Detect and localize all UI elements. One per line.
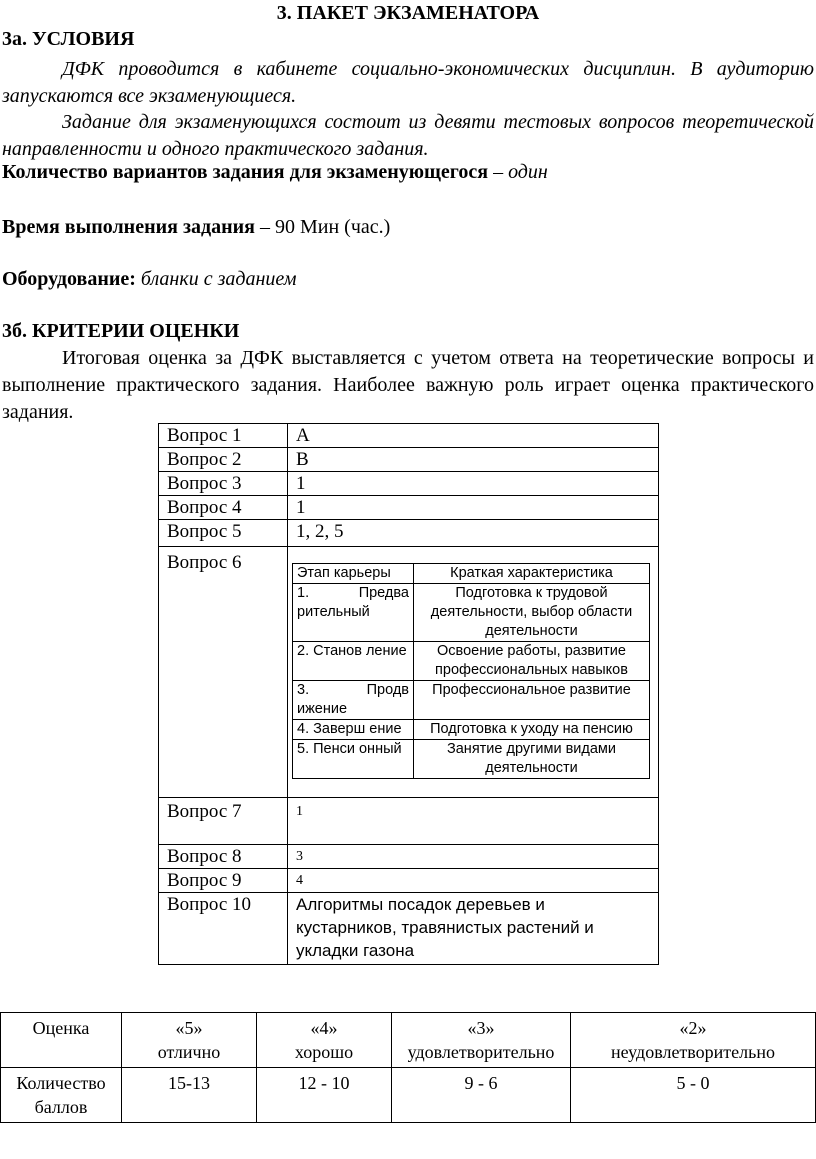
answer-row bbox=[159, 496, 659, 520]
answers-table bbox=[158, 423, 659, 965]
stage-name: 5. Пенси онный bbox=[293, 740, 414, 779]
grading-table bbox=[0, 1012, 816, 1123]
stages-header-desc: Краткая характеристика bbox=[414, 564, 650, 584]
answer-row bbox=[159, 520, 659, 547]
answer-row bbox=[159, 424, 659, 448]
stage-desc: Занятие другими видами деятельности bbox=[414, 740, 650, 779]
answer-row bbox=[159, 845, 659, 869]
criteria-paragraph: Итоговая оценка за ДФК выставляется с учетом ответа на теоретические вопросы и выполнение практического задания. Наиболее важную роль играет оценка практического задания. bbox=[2, 347, 814, 423]
answer-value: 1 bbox=[288, 798, 659, 845]
stage-row bbox=[293, 720, 650, 740]
career-stages-table bbox=[292, 563, 650, 779]
question-label: Вопрос 8 bbox=[159, 845, 288, 869]
stage-desc: Освоение работы, развитие профессиональных навыков bbox=[414, 642, 650, 681]
answer-row bbox=[159, 869, 659, 893]
points-cell: 9 - 6 bbox=[392, 1068, 571, 1123]
answer-row bbox=[159, 472, 659, 496]
points-cell: 5 - 0 bbox=[571, 1068, 816, 1123]
stage-desc: Профессиональное развитие bbox=[414, 681, 650, 720]
answer-value: В bbox=[288, 448, 659, 472]
question-label: Вопрос 5 bbox=[159, 520, 288, 547]
stage-row bbox=[293, 740, 650, 779]
grade-row-label: Оценка bbox=[1, 1013, 122, 1068]
grade-row bbox=[1, 1013, 816, 1068]
stage-row bbox=[293, 681, 650, 720]
points-cell: 15-13 bbox=[122, 1068, 257, 1123]
question-label: Вопрос 9 bbox=[159, 869, 288, 893]
answer-value bbox=[288, 547, 659, 798]
answer-value: 1 bbox=[288, 472, 659, 496]
answer-row bbox=[159, 547, 659, 798]
question-label: Вопрос 2 bbox=[159, 448, 288, 472]
answer-row bbox=[159, 798, 659, 845]
stage-name: 4. Заверш ение bbox=[293, 720, 414, 740]
stage-name: 3. Продв ижение bbox=[293, 681, 414, 720]
answer-row bbox=[159, 893, 659, 965]
stage-desc: Подготовка к уходу на пенсию bbox=[414, 720, 650, 740]
answer-value: 4 bbox=[288, 869, 659, 893]
answer-value: Алгоритмы посадок деревьев и кустарников, травянистых растений и укладки газона bbox=[288, 893, 659, 965]
page-title: 3. ПАКЕТ ЭКЗАМЕНАТОРА bbox=[276, 2, 540, 24]
points-cell: 12 - 10 bbox=[257, 1068, 392, 1123]
question-label: Вопрос 3 bbox=[159, 472, 288, 496]
stage-name: 1. Предва рительный bbox=[293, 584, 414, 642]
stage-row bbox=[293, 584, 650, 642]
answer-value: 1, 2, 5 bbox=[288, 520, 659, 547]
stages-header-stage: Этап карьеры bbox=[293, 564, 414, 584]
time-line: Время выполнения задания – 90 Мин (час.) bbox=[2, 216, 391, 238]
conditions-paragraph-2: Задание для экзаменующихся состоит из девяти тестовых вопросов теоретической направленности и одного практического задания. bbox=[2, 111, 814, 160]
question-label: Вопрос 10 bbox=[159, 893, 288, 965]
equipment-line: Оборудование: бланки с заданием bbox=[2, 268, 297, 290]
stage-desc: Подготовка к трудовой деятельности, выбор области деятельности bbox=[414, 584, 650, 642]
conditions-heading: 3а. УСЛОВИЯ bbox=[2, 28, 135, 50]
question-label: Вопрос 1 bbox=[159, 424, 288, 448]
question-label: Вопрос 4 bbox=[159, 496, 288, 520]
points-row bbox=[1, 1068, 816, 1123]
stage-row bbox=[293, 642, 650, 681]
answer-value: 1 bbox=[288, 496, 659, 520]
answer-value: А bbox=[288, 424, 659, 448]
question-label: Вопрос 7 bbox=[159, 798, 288, 845]
answer-row bbox=[159, 448, 659, 472]
grade-cell: «5» отлично bbox=[122, 1013, 257, 1068]
stages-header-row bbox=[293, 564, 650, 584]
grade-cell: «2» неудовлетворительно bbox=[571, 1013, 816, 1068]
stage-name: 2. Станов ление bbox=[293, 642, 414, 681]
question-label: Вопрос 6 bbox=[159, 547, 288, 798]
variants-line: Количество вариантов задания для экзаменующегося – один bbox=[2, 161, 548, 183]
answer-value: 3 bbox=[288, 845, 659, 869]
conditions-paragraph-1: ДФК проводится в кабинете социально-экономических дисциплин. В аудиторию запускаются все экзаменующиеся. bbox=[2, 58, 814, 107]
criteria-heading: 3б. КРИТЕРИИ ОЦЕНКИ bbox=[2, 320, 240, 342]
grade-cell: «4» хорошо bbox=[257, 1013, 392, 1068]
grade-cell: «3» удовлетворительно bbox=[392, 1013, 571, 1068]
points-row-label: Количество баллов bbox=[1, 1068, 122, 1123]
